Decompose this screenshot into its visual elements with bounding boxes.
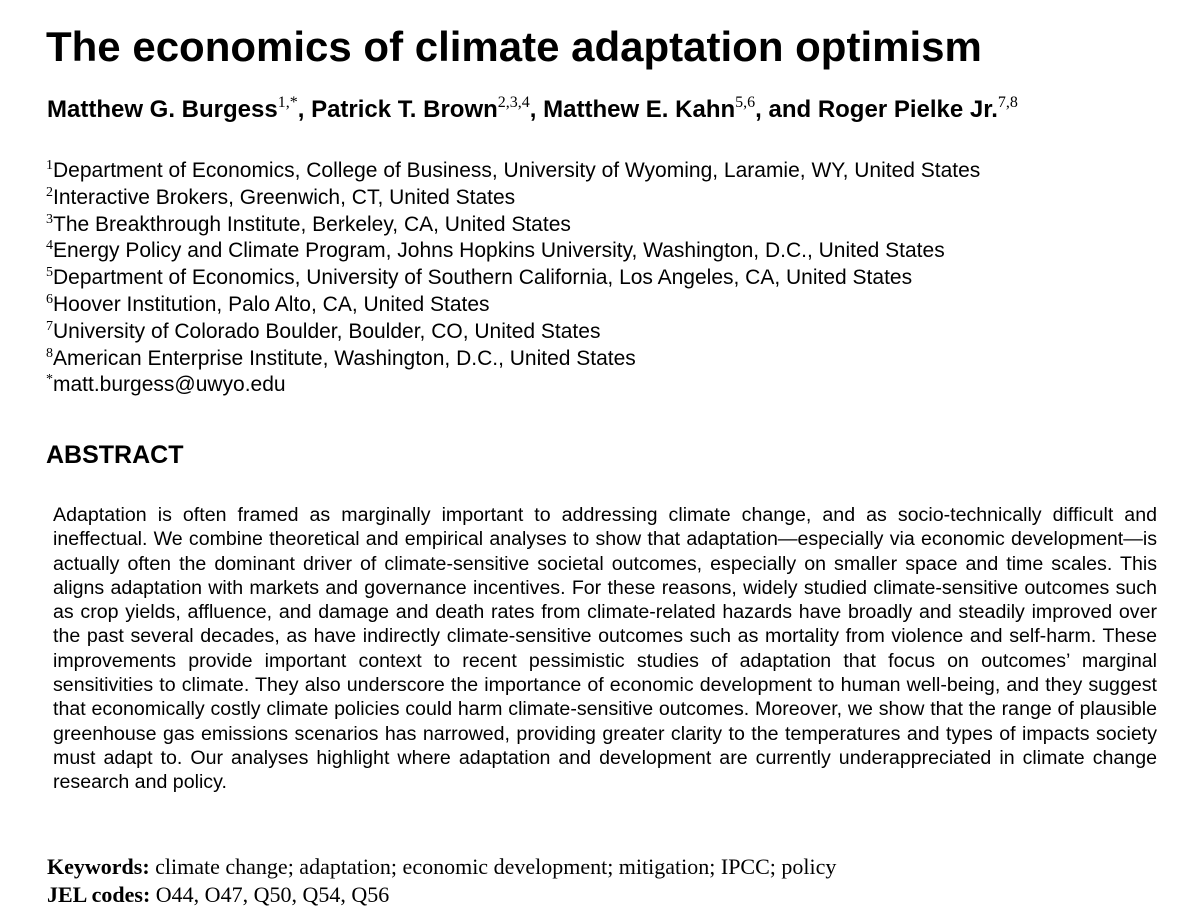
author-affiliation-marks: 5,6 [735, 94, 756, 111]
affiliation-item [46, 212, 980, 239]
affiliation-mark: 7 [46, 318, 53, 334]
author-affiliation-marks: 7,8 [997, 94, 1018, 111]
affiliation-mark: 3 [46, 211, 53, 227]
author-list [47, 92, 1018, 128]
author-separator: , and [755, 96, 818, 123]
affiliation-text: Interactive Brokers, Greenwich, CT, United States [53, 185, 516, 209]
email-text: matt.burgess@uwyo.edu [53, 373, 286, 397]
affiliation-text: Department of Economics, College of Business, University of Wyoming, Laramie, WY, United States [53, 159, 981, 182]
author-name: Matthew E. Kahn [543, 96, 736, 123]
corresponding-email [46, 372, 980, 399]
affiliation-mark: * [46, 372, 53, 388]
jel-codes-value: O44, O47, Q50, Q54, Q56 [155, 882, 390, 907]
affiliation-text: Department of Economics, University of Southern California, Los Angeles, CA, United States [53, 266, 913, 290]
affiliation-mark: 8 [46, 345, 53, 361]
author-name: Roger Pielke Jr. [817, 96, 998, 123]
paper-title: The economics of climate adaptation optimism [46, 23, 982, 70]
author-affiliation-marks: 2,3,4 [497, 94, 530, 111]
keywords-value: climate change; adaptation; economic development; mitigation; IPCC; policy [155, 854, 837, 879]
affiliation-item [46, 158, 980, 185]
affiliation-item [46, 346, 980, 373]
affiliation-mark: 5 [46, 265, 53, 281]
affiliation-item [46, 265, 980, 292]
affiliation-item [46, 238, 980, 265]
affiliation-mark: 2 [46, 184, 53, 200]
author-separator: , [529, 96, 544, 123]
affiliation-text: University of Colorado Boulder, Boulder, CO, United States [53, 319, 601, 343]
affiliation-mark: 6 [46, 291, 53, 307]
affiliation-item [46, 185, 980, 212]
affiliation-item [46, 292, 980, 319]
author-separator: , [297, 96, 312, 123]
author-affiliation-marks: 1,* [277, 94, 298, 111]
affiliation-text: American Enterprise Institute, Washington, D.C., United States [53, 346, 636, 370]
author-name: Patrick T. Brown [311, 96, 498, 123]
abstract-heading: ABSTRACT [46, 441, 184, 469]
jel-codes-line [47, 881, 836, 909]
affiliation-item [46, 319, 980, 346]
abstract-text: Adaptation is often framed as marginally important to addressing climate change, and as socio-technically difficult and ineffectual. We combine theoretical and empirical analyses to show that adaptation—especially via economic development—is actually often the dominant driver of climate-sensitive societal outcomes, especially on smaller space and time scales. This aligns adaptation with markets and governance incentives. For these reasons, widely studied climate-sensitive outcomes such as crop yields, affluence, and damage and death rates from climate-related hazards have broadly and steadily improved over the past several decades, as have indirectly climate-sensitive outcomes such as mortality from violence and self-harm. These improvements provide important context to recent pessimistic studies of adaptation that focus on outcomes’ marginal sensitivities to climate. They also underscore the importance of economic development to human well-being, and they suggest that economically costly climate policies could harm climate-sensitive outcomes. Moreover, we show that the range of plausible greenhouse gas emissions scenarios has narrowed, providing greater clarity to the temperatures and types of impacts society must adapt to. Our analyses highlight where adaptation and development are currently underappreciated in climate change research and policy. [53, 504, 1157, 794]
affiliation-mark: 1 [46, 158, 53, 173]
author-name: Matthew G. Burgess [47, 96, 278, 123]
jel-codes-label: JEL codes: [47, 882, 151, 907]
affiliation-mark: 4 [46, 238, 53, 254]
keywords-block [47, 853, 836, 909]
keywords-line [47, 853, 836, 881]
affiliation-list [46, 158, 980, 399]
affiliation-text: The Breakthrough Institute, Berkeley, CA, United States [53, 212, 571, 236]
keywords-label: Keywords: [47, 854, 150, 879]
affiliation-text: Hoover Institution, Palo Alto, CA, United States [53, 292, 490, 316]
affiliation-text: Energy Policy and Climate Program, Johns Hopkins University, Washington, D.C., United States [53, 239, 945, 263]
